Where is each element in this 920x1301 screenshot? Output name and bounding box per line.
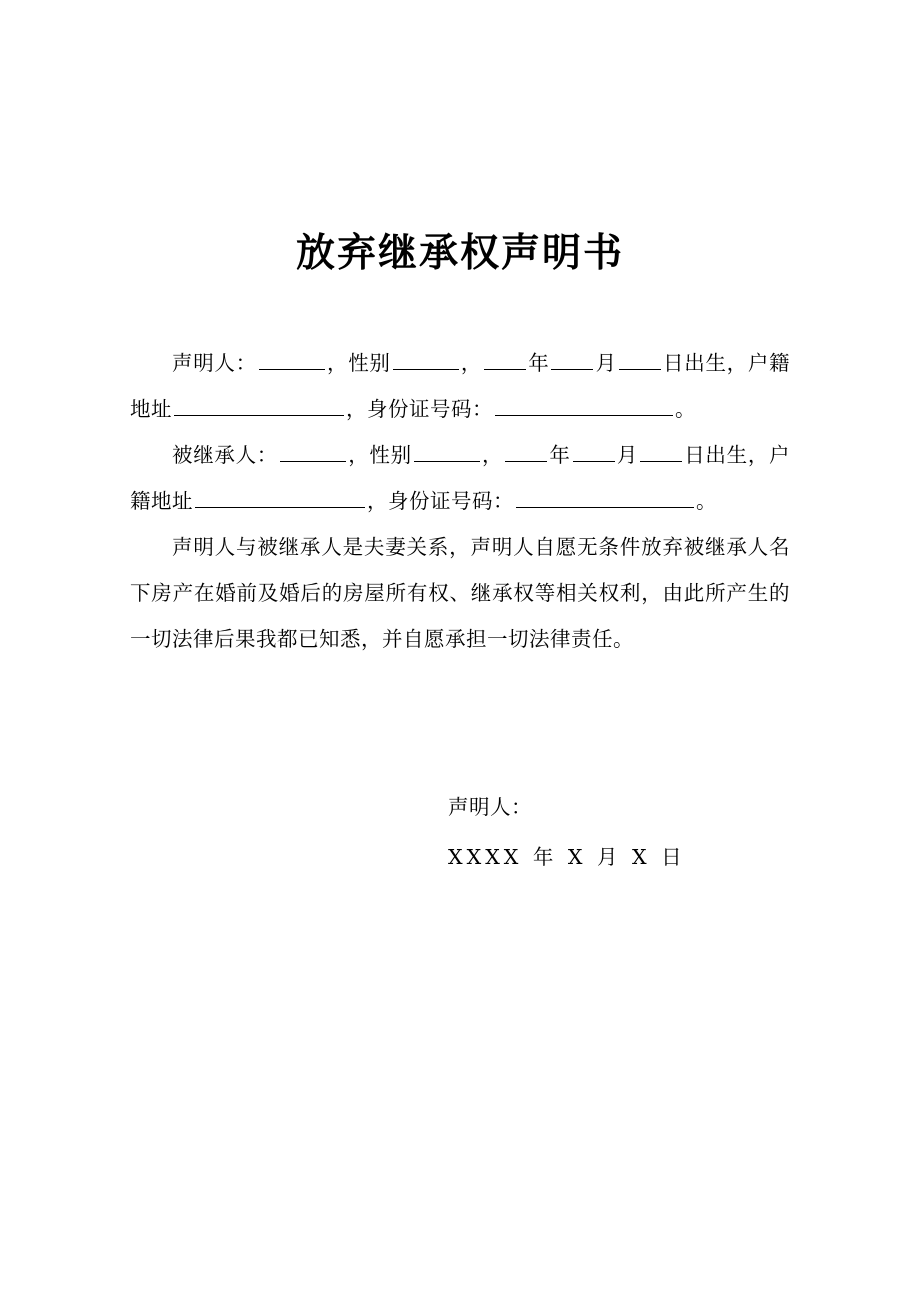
paragraph-decedent-info	[130, 432, 790, 524]
fill-in-blank[interactable]	[619, 349, 661, 370]
paragraph-text: ，身份证号码：	[346, 397, 493, 421]
fill-in-blank[interactable]	[516, 487, 694, 508]
fill-in-blank[interactable]	[174, 395, 344, 416]
fill-in-blank[interactable]	[573, 441, 615, 462]
paragraph-text: ，	[460, 351, 483, 375]
fill-in-blank[interactable]	[195, 487, 365, 508]
paragraph-text: 日出生，户籍地址	[130, 443, 791, 513]
paragraph-statement-body	[130, 524, 790, 662]
fill-in-blank[interactable]	[280, 441, 346, 462]
fill-in-blank[interactable]	[393, 349, 459, 370]
fill-in-blank[interactable]	[259, 349, 325, 370]
paragraph-text: ，性别	[348, 443, 412, 467]
fill-in-blank[interactable]	[484, 349, 526, 370]
paragraph-text: 年	[528, 351, 550, 375]
paragraph-text: 年	[549, 443, 571, 467]
paragraph-text: ，性别	[326, 351, 391, 375]
paragraph-text: 月	[616, 443, 639, 467]
fill-in-blank[interactable]	[495, 395, 673, 416]
paragraph-text: ，身份证号码：	[367, 489, 514, 513]
page-title: 放弃继承权声明书	[295, 231, 624, 276]
paragraph-text: 月	[595, 351, 617, 375]
paragraph-text: 被继承人：	[172, 443, 278, 467]
document-body	[130, 278, 790, 662]
paragraph-text: ，	[481, 443, 504, 467]
paragraph-text: 。	[675, 397, 696, 421]
fill-in-blank[interactable]	[414, 441, 480, 462]
fill-in-blank[interactable]	[640, 441, 682, 462]
signature-label: 声明人：	[448, 795, 532, 819]
fill-in-blank[interactable]	[505, 441, 547, 462]
paragraph-text: 。	[696, 489, 717, 513]
paragraph-text: 声明人与被继承人是夫妻关系，声明人自愿无条件放弃被继承人名下房产在婚前及婚后的房屋所有权、继承权等相关权利，由此所产生的一切法律后果我都已知悉，并自愿承担一切法律责任。	[130, 535, 790, 651]
paragraph-text: 日出生，户籍地址	[130, 351, 791, 421]
signature-date: XXXX 年 X 月 X 日	[448, 845, 686, 869]
paragraph-text: 声明人：	[172, 351, 257, 375]
paragraph-declarant-info	[130, 340, 790, 432]
signature-block	[130, 662, 790, 882]
fill-in-blank[interactable]	[551, 349, 593, 370]
